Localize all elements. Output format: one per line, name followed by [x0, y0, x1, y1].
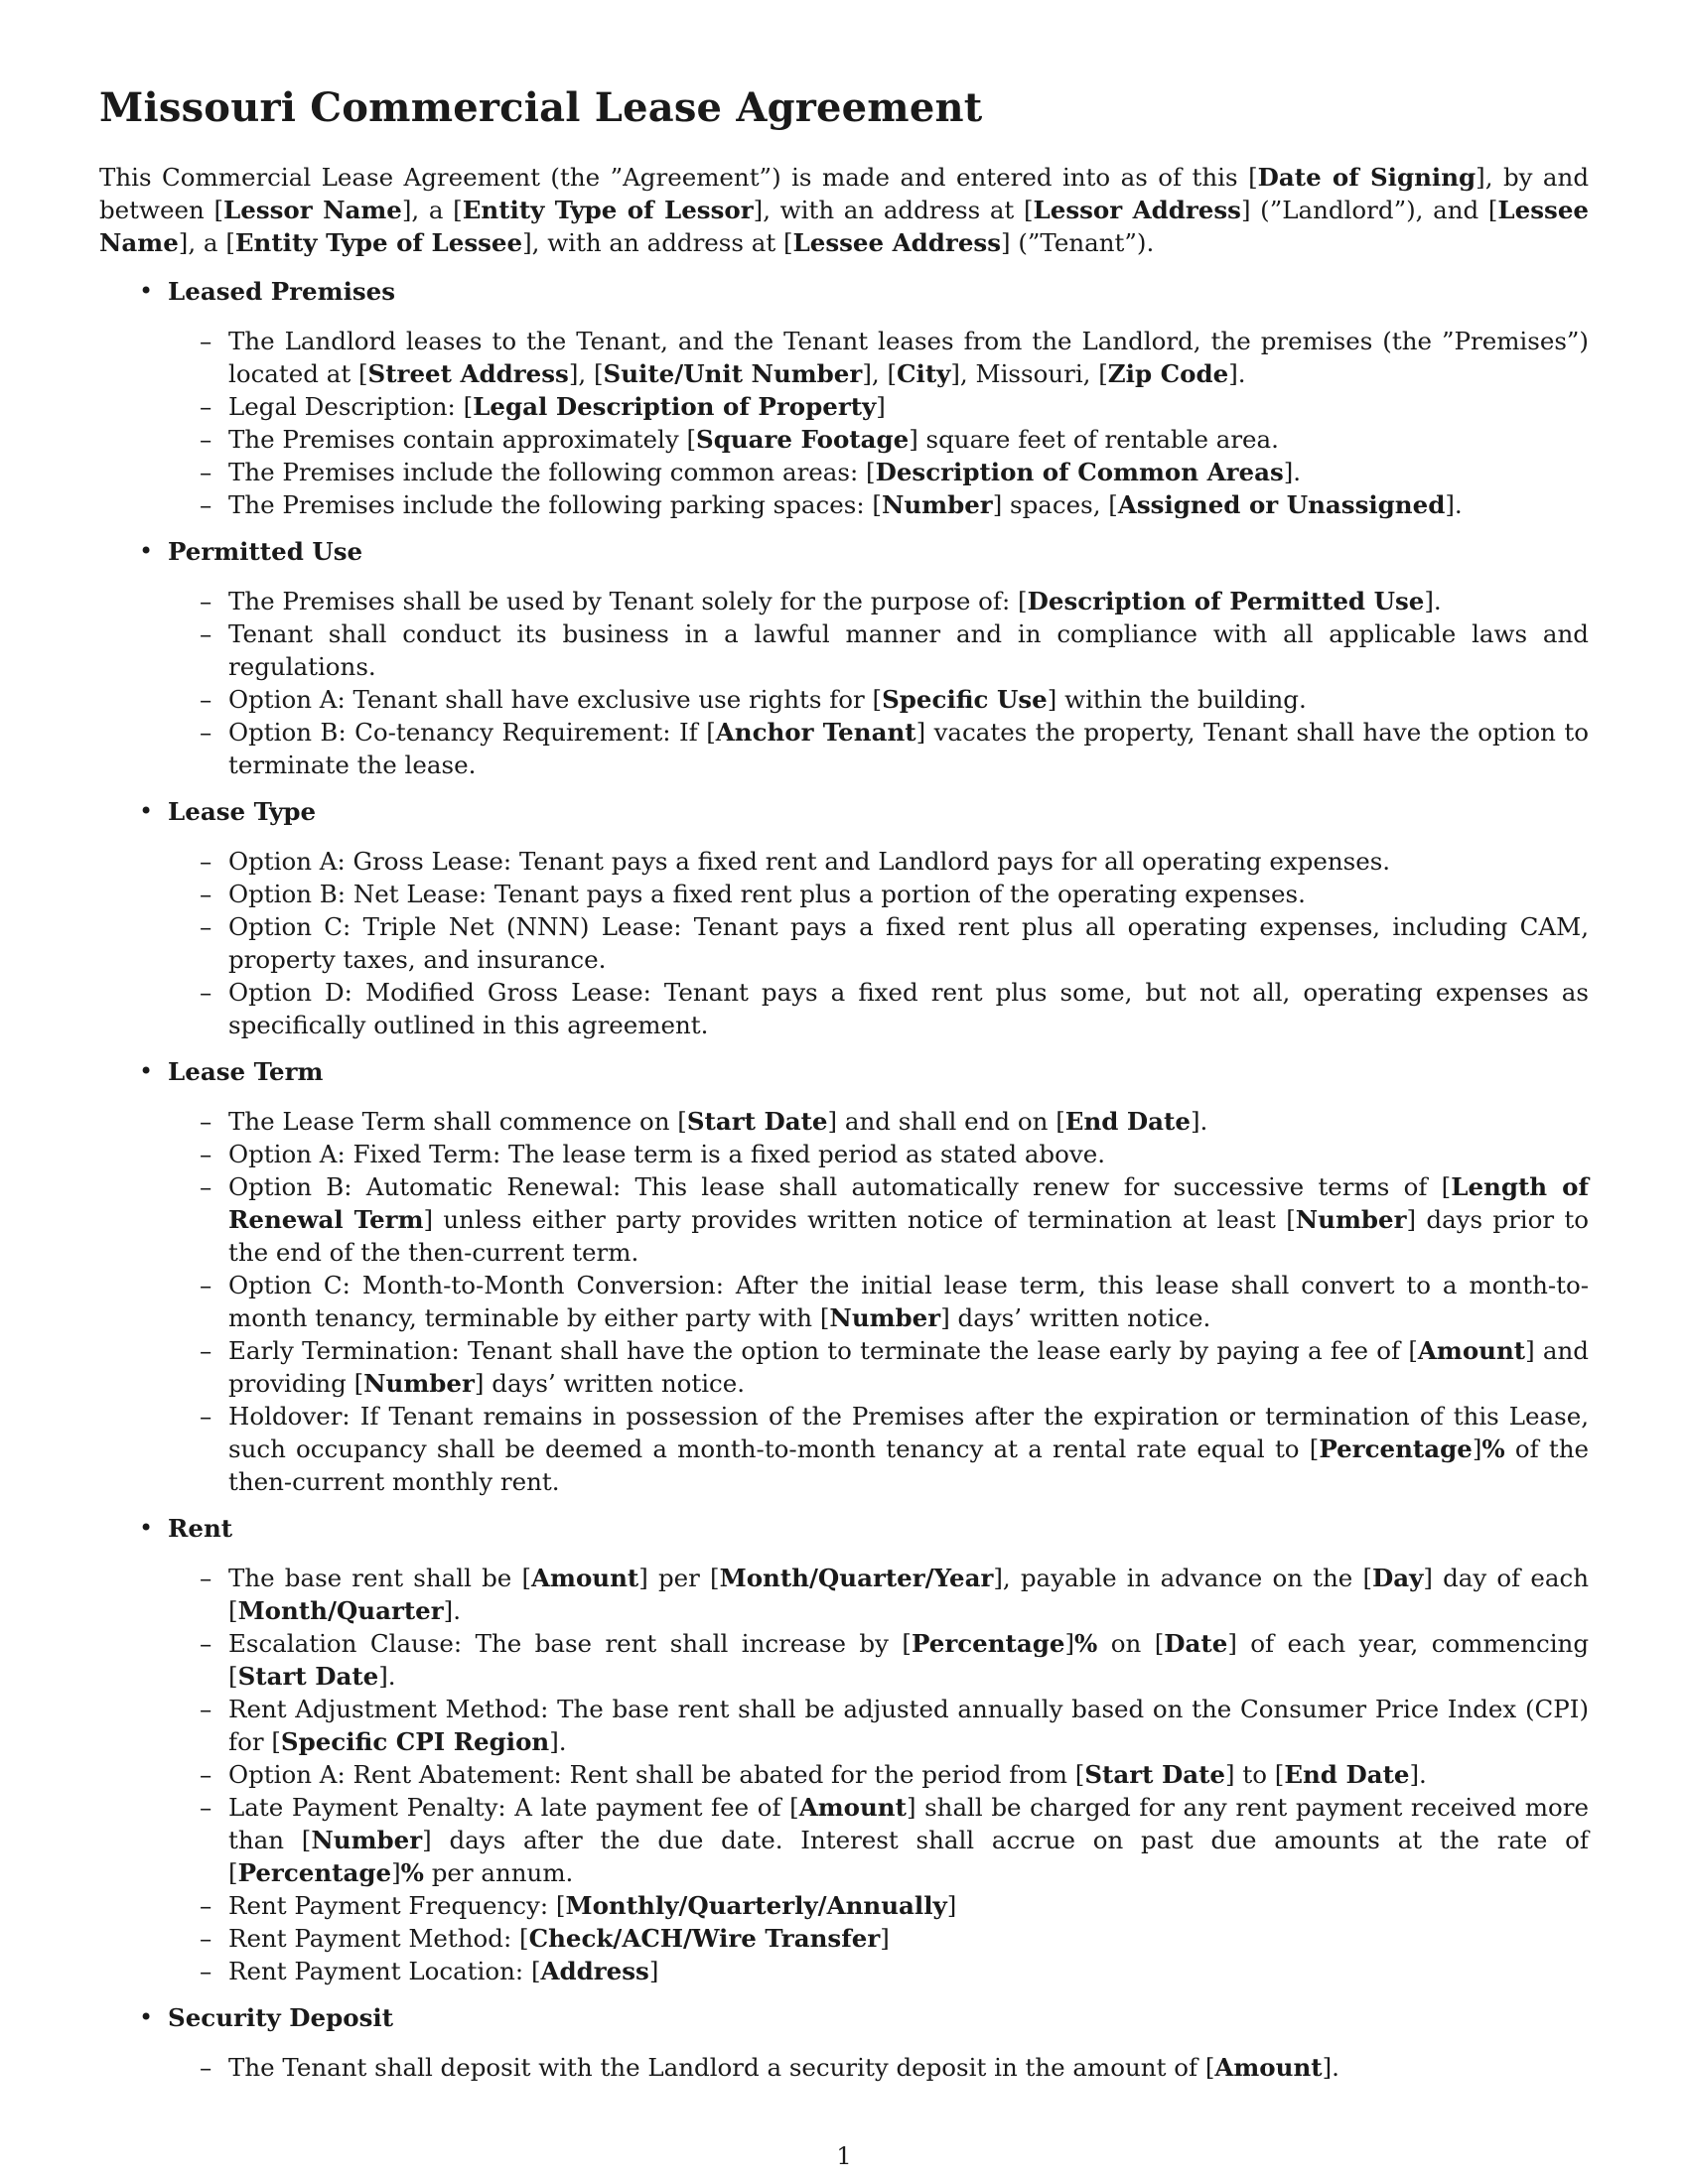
clause-item — [168, 976, 1589, 1041]
placeholder-field: City — [897, 359, 951, 388]
text-run: ] of each year, commencing — [1227, 1629, 1590, 1658]
clause-item — [168, 1138, 1589, 1170]
placeholder-field: Number — [881, 490, 993, 519]
text-run: [ — [463, 392, 474, 421]
clause-item — [168, 617, 1589, 683]
placeholder-field: Assigned or Unassigned — [1117, 490, 1446, 519]
text-run: Option A: Fixed Term: The lease term is a fixed period as stated above. — [228, 1140, 1105, 1168]
text-run: [ — [1248, 163, 1258, 192]
text-run: Rent Payment Frequency: — [228, 1891, 556, 1920]
text-run: ] vacates the property, Tenant shall have the option to terminate the lease. — [228, 718, 1589, 779]
bullet-icon: • — [139, 537, 154, 565]
text-run: ]. — [1445, 490, 1463, 519]
text-run: The Lease Term shall commence on — [228, 1107, 678, 1136]
text-run: ], with an address at — [753, 196, 1024, 224]
text-run: [ — [357, 359, 368, 388]
text-run: ] to — [1225, 1760, 1275, 1789]
text-run: [ — [521, 1564, 532, 1592]
bullet-icon: • — [139, 2003, 154, 2031]
text-run: [ — [593, 359, 604, 388]
clause-item — [168, 1105, 1589, 1138]
text-run: ] — [1472, 1434, 1482, 1463]
text-run: The base rent shall be — [228, 1564, 522, 1592]
text-run: ], a — [401, 196, 454, 224]
text-run: ] and providing — [228, 1336, 1589, 1398]
placeholder-field: Anchor Tenant — [715, 718, 916, 747]
text-run: [ — [225, 228, 235, 257]
text-run: [ — [301, 1826, 312, 1854]
text-run: [ — [686, 425, 697, 454]
text-run: [ — [710, 1564, 720, 1592]
clause-item — [168, 325, 1589, 390]
dash-icon: – — [200, 1891, 212, 1920]
text-run: [ — [519, 1924, 529, 1953]
section-title: Lease Type — [168, 797, 317, 826]
clause-item — [168, 878, 1589, 910]
text-run: ] and shall end on — [827, 1107, 1056, 1136]
placeholder-field: Percentage — [1319, 1434, 1473, 1463]
page-number: 1 — [836, 2142, 852, 2170]
placeholder-field: % — [1074, 1629, 1098, 1658]
text-run: [ — [555, 1891, 566, 1920]
text-run: Option C: Month-to-Month Conversion: After the initial lease term, this lease shall convert to a month-to-month tenancy, terminable by either party with — [228, 1271, 1589, 1332]
text-run: [ — [228, 1662, 238, 1691]
text-run: ]. — [443, 1596, 462, 1625]
dash-icon: – — [200, 1172, 212, 1201]
text-run: Rent Adjustment Method: The base rent shall be adjusted annually based on the Consumer Price Index (CPI) for — [228, 1695, 1589, 1756]
placeholder-field: Lessee Address — [792, 228, 1001, 257]
placeholder-field: Number — [363, 1369, 475, 1398]
text-run: Option B: Net Lease: Tenant pays a fixed rent plus a portion of the operating expenses. — [228, 880, 1306, 908]
dash-icon: – — [200, 490, 212, 519]
placeholder-field: Day — [1372, 1564, 1424, 1592]
clause-item — [168, 1955, 1589, 1987]
clause-item — [168, 1562, 1589, 1627]
clause-item — [168, 1791, 1589, 1889]
dash-icon: – — [200, 847, 212, 876]
text-run: [ — [819, 1303, 830, 1332]
placeholder-field: Entity Type of Lessee — [234, 228, 523, 257]
clause-item — [168, 488, 1589, 521]
placeholder-field: Date — [1164, 1629, 1228, 1658]
placeholder-field: Number — [829, 1303, 941, 1332]
text-run: The Premises shall be used by Tenant solely for the purpose of: — [228, 587, 1019, 615]
placeholder-field: Specific CPI Region — [280, 1727, 550, 1756]
dash-icon: – — [200, 587, 212, 615]
text-run: Option C: Triple Net (NNN) Lease: Tenant pays a fixed rent plus all operating expenses, including CAM, property taxes, and insurance. — [228, 912, 1589, 974]
clause-list — [168, 325, 1589, 521]
text-run: Holdover: If Tenant remains in possession of the Premises after the expiration or termination of this Lease, such occupancy shall be deemed a month-to-month tenancy at a rental rate equal to — [228, 1402, 1589, 1463]
text-run: ] day of each — [1423, 1564, 1589, 1592]
text-run: [ — [530, 1957, 541, 1985]
text-run: ]. — [1424, 587, 1442, 615]
text-run: Legal Description: — [228, 392, 464, 421]
text-run: ] — [648, 1957, 659, 1985]
placeholder-field: Start Date — [686, 1107, 828, 1136]
text-run: Option A: Rent Abatement: Rent shall be abated for the period from — [228, 1760, 1075, 1789]
text-run: [ — [872, 685, 883, 714]
text-run: ] within the building. — [1047, 685, 1307, 714]
dash-icon: – — [200, 1402, 212, 1431]
clause-item — [168, 910, 1589, 976]
placeholder-field: Legal Description of Property — [473, 392, 877, 421]
placeholder-field: Square Footage — [696, 425, 910, 454]
text-run: of the then-current monthly rent. — [228, 1434, 1589, 1496]
dash-icon: – — [200, 978, 212, 1007]
clause-item — [168, 1400, 1589, 1498]
placeholder-field: Entity Type of Lessor — [462, 196, 754, 224]
text-run: ] spaces, — [992, 490, 1109, 519]
placeholder-field: Lessor Address — [1033, 196, 1241, 224]
dash-icon: – — [200, 1695, 212, 1723]
text-run: The Premises contain approximately — [228, 425, 687, 454]
clause-item — [168, 585, 1589, 617]
dash-icon: – — [200, 619, 212, 648]
placeholder-field: Percentage — [237, 1858, 392, 1887]
dash-icon: – — [200, 1924, 212, 1953]
text-run: [ — [453, 196, 463, 224]
placeholder-field: Street Address — [367, 359, 569, 388]
clause-item — [168, 1693, 1589, 1758]
text-run: ], payable in advance on the — [993, 1564, 1363, 1592]
text-run: [ — [1487, 196, 1498, 224]
text-run: The Premises include the following common areas: — [228, 458, 867, 486]
clause-item — [168, 1627, 1589, 1693]
bullet-icon: • — [139, 1514, 154, 1542]
text-run: per annum. — [423, 1858, 574, 1887]
placeholder-field: Amount — [1214, 2053, 1323, 2082]
section-title: Lease Term — [168, 1057, 324, 1086]
text-run: [ — [1408, 1336, 1418, 1365]
text-run: ]. — [1283, 458, 1302, 486]
clause-item — [168, 423, 1589, 456]
clause-item — [168, 1170, 1589, 1269]
section-rent — [99, 1512, 1589, 1987]
document-title: Missouri Commercial Lease Agreement — [99, 84, 983, 131]
dash-icon: – — [200, 1793, 212, 1822]
text-run: Option B: Co-tenancy Requirement: If — [228, 718, 707, 747]
text-run: Early Termination: Tenant shall have the option to terminate the lease early by paying a fee of — [228, 1336, 1409, 1365]
text-run: ], — [568, 359, 594, 388]
placeholder-field: % — [1481, 1434, 1505, 1463]
clause-item — [168, 683, 1589, 716]
section-title: Permitted Use — [168, 537, 363, 566]
bullet-icon: • — [139, 1057, 154, 1085]
dash-icon: – — [200, 1760, 212, 1789]
text-run: [ — [1074, 1760, 1085, 1789]
text-run: ] square feet of rentable area. — [909, 425, 1279, 454]
clause-list — [168, 1562, 1589, 1987]
text-run: ]. — [1322, 2053, 1339, 2082]
placeholder-field: Amount — [1417, 1336, 1526, 1365]
text-run: [ — [228, 1596, 238, 1625]
placeholder-field: Month/Quarter/Year — [719, 1564, 994, 1592]
text-run: The Premises include the following parking spaces: — [228, 490, 873, 519]
text-run: ] unless either party provides written notice of termination at least — [423, 1205, 1287, 1234]
text-run: ] days’ written notice. — [940, 1303, 1211, 1332]
dash-icon: – — [200, 1629, 212, 1658]
text-run: [ — [1441, 1172, 1452, 1201]
clause-item — [168, 1334, 1589, 1400]
clause-item — [168, 845, 1589, 878]
clause-list — [168, 585, 1589, 781]
text-run: Option A: Tenant shall have exclusive use rights for — [228, 685, 873, 714]
intro-paragraph — [99, 161, 1589, 259]
placeholder-field: Specific Use — [882, 685, 1048, 714]
text-run: [ — [789, 1793, 799, 1822]
text-run: Option A: Gross Lease: Tenant pays a fixed rent and Landlord pays for all operating expenses. — [228, 847, 1391, 876]
dash-icon: – — [200, 1336, 212, 1365]
clause-item — [168, 1758, 1589, 1791]
text-run: This Commercial Lease Agreement (the ”Agreement”) is made and entered into as of this — [99, 163, 1249, 192]
text-run: ]. — [1228, 359, 1246, 388]
placeholder-field: Start Date — [1084, 1760, 1226, 1789]
dash-icon: – — [200, 718, 212, 747]
dash-icon: – — [200, 392, 212, 421]
text-run: Rent Payment Method: — [228, 1924, 520, 1953]
bullet-icon: • — [139, 797, 154, 825]
text-run: The Landlord leases to the Tenant, and the Tenant leases from the Landlord, the premises (the ”Premises”) located at — [228, 327, 1589, 388]
placeholder-field: End Date — [1284, 1760, 1410, 1789]
dash-icon: – — [200, 2053, 212, 2082]
placeholder-field: Suite/Unit Number — [603, 359, 863, 388]
placeholder-field: Check/ACH/Wire Transfer — [528, 1924, 881, 1953]
placeholder-field: Lessee Name — [99, 196, 1589, 257]
text-run: ]. — [1409, 1760, 1427, 1789]
dash-icon: – — [200, 1140, 212, 1168]
dash-icon: – — [200, 425, 212, 454]
dash-icon: – — [200, 1107, 212, 1136]
text-run: [ — [1274, 1760, 1285, 1789]
text-run: ] — [391, 1858, 401, 1887]
section-title: Security Deposit — [168, 2003, 394, 2032]
text-run: [ — [1154, 1629, 1165, 1658]
text-run: Late Payment Penalty: A late payment fee of — [228, 1793, 790, 1822]
text-run: ] days’ written notice. — [474, 1369, 746, 1398]
section-security-deposit — [99, 2001, 1589, 2084]
placeholder-field: End Date — [1064, 1107, 1191, 1136]
text-run: [ — [677, 1107, 687, 1136]
clause-item — [168, 390, 1589, 423]
text-run: ]. — [549, 1727, 567, 1756]
placeholder-field: Length of Renewal Term — [228, 1172, 1589, 1234]
placeholder-field: Percentage — [911, 1629, 1065, 1658]
section-leased-premises — [99, 275, 1589, 521]
bullet-icon: • — [139, 277, 154, 305]
text-run: ] shall be charged for any rent payment received more than — [228, 1793, 1589, 1854]
text-run: Rent Payment Location: — [228, 1957, 531, 1985]
text-run: ]. — [1190, 1107, 1208, 1136]
text-run: [ — [353, 1369, 364, 1398]
section-title: Rent — [168, 1514, 233, 1543]
placeholder-field: Start Date — [237, 1662, 379, 1691]
dash-icon: – — [200, 458, 212, 486]
text-run: [ — [706, 718, 716, 747]
text-run: ], with an address at — [522, 228, 783, 257]
placeholder-field: Address — [540, 1957, 649, 1985]
text-run: [ — [1204, 2053, 1215, 2082]
text-run: [ — [1098, 359, 1108, 388]
dash-icon: – — [200, 1957, 212, 1985]
placeholder-field: Date of Signing — [1257, 163, 1477, 192]
dash-icon: – — [200, 327, 212, 355]
dash-icon: – — [200, 880, 212, 908]
placeholder-field: Description of Common Areas — [875, 458, 1284, 486]
section-lease-type — [99, 795, 1589, 1041]
text-run: ] — [876, 392, 886, 421]
text-run: ] days after the due date. Interest shall accrue on past due amounts at the rate of — [422, 1826, 1589, 1854]
dash-icon: – — [200, 1271, 212, 1299]
placeholder-field: Amount — [798, 1793, 907, 1822]
placeholder-field: Number — [1295, 1205, 1407, 1234]
text-run: [ — [228, 1858, 238, 1887]
text-run: ] — [946, 1891, 957, 1920]
text-run: [ — [902, 1629, 912, 1658]
text-run: ] (”Tenant”). — [1001, 228, 1155, 257]
text-run: [ — [1023, 196, 1034, 224]
placeholder-field: Amount — [531, 1564, 639, 1592]
clause-item — [168, 1889, 1589, 1922]
text-run: [ — [1362, 1564, 1373, 1592]
text-run: ] days prior to the end of the then-current term. — [228, 1205, 1590, 1267]
text-run: Escalation Clause: The base rent shall increase by — [228, 1629, 903, 1658]
text-run: ] per — [638, 1564, 711, 1592]
text-run: ], by and between — [99, 163, 1590, 224]
dash-icon: – — [200, 1564, 212, 1592]
text-run: on — [1097, 1629, 1155, 1658]
placeholder-field: Number — [311, 1826, 423, 1854]
section-title: Leased Premises — [168, 277, 396, 306]
section-permitted-use — [99, 535, 1589, 781]
text-run: [ — [1018, 587, 1028, 615]
text-run: ]. — [378, 1662, 396, 1691]
text-run: [ — [1309, 1434, 1320, 1463]
text-run: ], — [862, 359, 888, 388]
text-run: [ — [213, 196, 224, 224]
clause-item — [168, 1922, 1589, 1955]
text-run: ] (”Landlord”), and — [1240, 196, 1488, 224]
clause-item — [168, 456, 1589, 488]
clause-item — [168, 1269, 1589, 1334]
dash-icon: – — [200, 912, 212, 941]
placeholder-field: Zip Code — [1107, 359, 1229, 388]
placeholder-field: Monthly/Quarterly/Annually — [565, 1891, 947, 1920]
text-run: [ — [271, 1727, 281, 1756]
section-lease-term — [99, 1055, 1589, 1498]
placeholder-field: Description of Permitted Use — [1027, 587, 1425, 615]
text-run: [ — [1108, 490, 1118, 519]
text-run: [ — [1286, 1205, 1296, 1234]
document-page — [99, 84, 1589, 2098]
text-run: The Tenant shall deposit with the Landlord a security deposit in the amount of — [228, 2053, 1205, 2082]
clause-list — [168, 845, 1589, 1041]
text-run: [ — [782, 228, 793, 257]
clause-item — [168, 716, 1589, 781]
dash-icon: – — [200, 685, 212, 714]
clause-item — [168, 2051, 1589, 2084]
text-run: [ — [1055, 1107, 1065, 1136]
text-run: [ — [887, 359, 898, 388]
clause-list — [168, 1105, 1589, 1498]
placeholder-field: Month/Quarter — [237, 1596, 444, 1625]
placeholder-field: % — [400, 1858, 424, 1887]
text-run: Option B: Automatic Renewal: This lease shall automatically renew for successive terms of — [228, 1172, 1442, 1201]
text-run: [ — [866, 458, 876, 486]
text-run: Option D: Modified Gross Lease: Tenant pays a fixed rent plus some, but not all, operating expenses as specifically outlined in this agreement. — [228, 978, 1589, 1039]
clause-list — [168, 2051, 1589, 2084]
text-run: [ — [872, 490, 882, 519]
placeholder-field: Lessor Name — [223, 196, 402, 224]
text-run: ] — [880, 1924, 890, 1953]
text-run: ] — [1064, 1629, 1075, 1658]
text-run: ], Missouri, — [950, 359, 1099, 388]
text-run: Tenant shall conduct its business in a lawful manner and in compliance with all applicable laws and regulations. — [228, 619, 1589, 681]
section-list — [99, 275, 1589, 2084]
text-run: ], a — [178, 228, 226, 257]
